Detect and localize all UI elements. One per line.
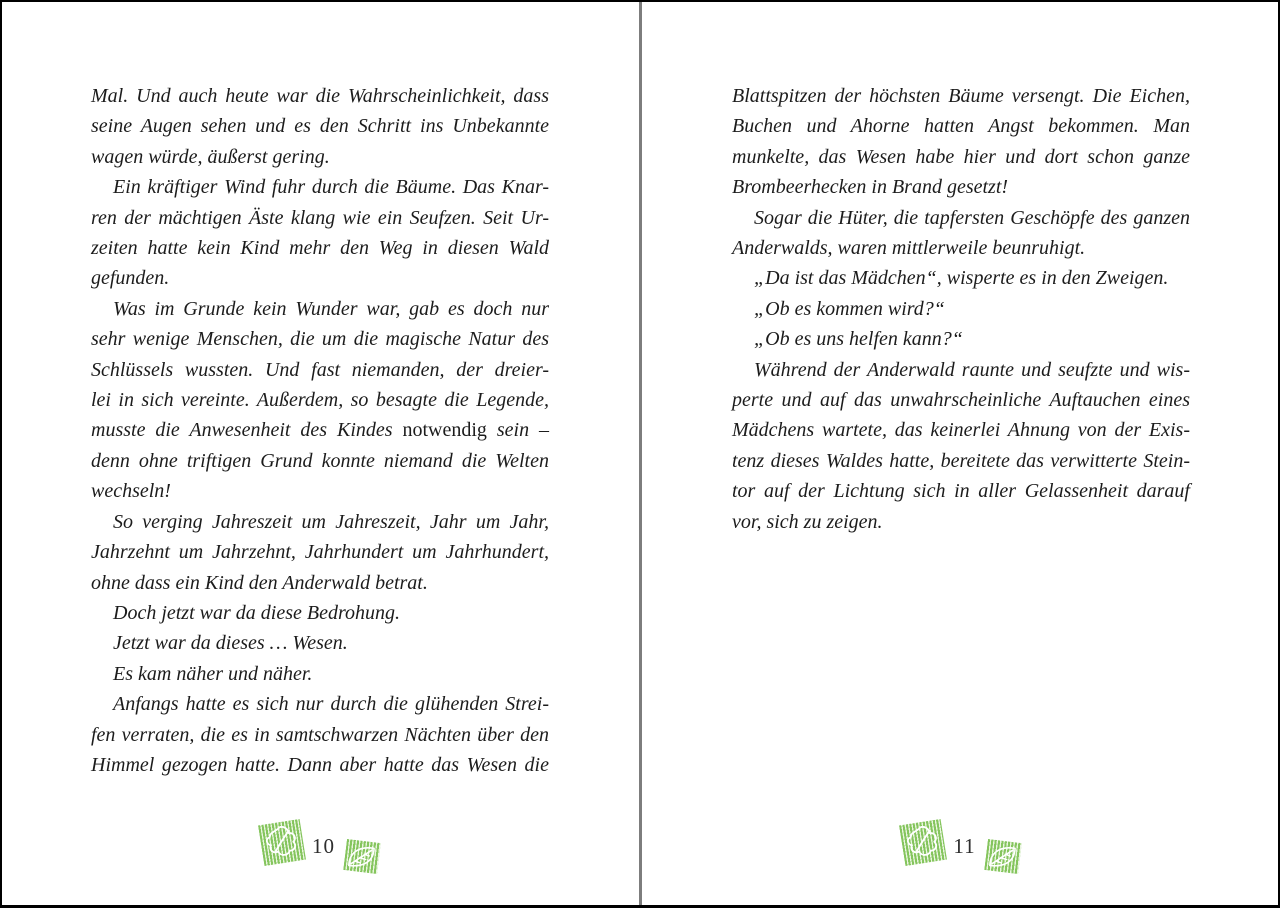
text-line: wechseln! bbox=[91, 480, 171, 503]
text-line: fen verraten, die es in samtschwarzen Nächten über den bbox=[91, 723, 549, 746]
text-line: Buchen und Ahorne hatten Angst bekommen. Man bbox=[732, 115, 1190, 138]
text-line: wagen würde, äußerst gering. bbox=[91, 145, 330, 168]
text-line: „Ob es uns helfen kann?“ bbox=[754, 328, 963, 351]
page-right-footer bbox=[732, 822, 1190, 872]
text-line: So verging Jahreszeit um Jahreszeit, Jahr um Jahr, bbox=[113, 510, 549, 533]
text-line: Doch jetzt war da diese Bedrohung. bbox=[113, 601, 401, 624]
text-line: Sogar die Hüter, die tapfersten Geschöpfe des ganzen bbox=[754, 206, 1190, 229]
text-line: zeiten hatte kein Kind mehr den Weg in diesen Wald bbox=[91, 237, 549, 260]
text-line: ren der mächtigen Äste klang wie ein Seufzen. Seit Ur- bbox=[91, 206, 549, 229]
text-line: Schlüssels wussten. Und fast niemanden, der dreier- bbox=[91, 358, 549, 381]
text-line: Mädchens wartete, das keinerlei Ahnung von der Exis- bbox=[732, 419, 1190, 442]
text-line: gefunden. bbox=[91, 267, 170, 290]
text-line: Jahrzehnt um Jahrzehnt, Jahrhundert um Jahrhundert, bbox=[91, 541, 549, 564]
text-line: Was im Grunde kein Wunder war, gab es doch nur bbox=[113, 297, 549, 320]
page-divider bbox=[639, 2, 642, 905]
leaf-stamp-icon bbox=[258, 819, 306, 866]
text-line: „Ob es kommen wird?“ bbox=[754, 297, 945, 320]
text-line: munkelte, das Wesen habe hier und dort schon ganze bbox=[732, 145, 1190, 168]
page-left-footer bbox=[91, 822, 549, 872]
text-line: Anfangs hatte es sich nur durch die glühenden Strei- bbox=[113, 693, 549, 716]
text-line: vor, sich zu zeigen. bbox=[732, 510, 883, 533]
text-line: perte und auf das unwahrscheinliche Auftauchen eines bbox=[732, 389, 1190, 412]
text-line: denn ohne triftigen Grund konnte niemand die Welten bbox=[91, 449, 549, 472]
text-line: Himmel gezogen hatte. Dann aber hatte das Wesen die bbox=[91, 753, 549, 776]
text-line: lei in sich vereinte. Außerdem, so besagte die Legende, bbox=[91, 389, 549, 412]
leaf-stamp-icon bbox=[343, 839, 381, 874]
text-line: Während der Anderwald raunte und seufzte und wis- bbox=[754, 358, 1190, 381]
text-line: „Da ist das Mädchen“, wisperte es in den Zweigen. bbox=[754, 267, 1169, 290]
text-line: Anderwalds, waren mittlerweile beunruhigt. bbox=[732, 237, 1086, 260]
text-line: ohne dass ein Kind den Anderwald betrat. bbox=[91, 571, 428, 594]
text-line: seine Augen sehen und es den Schritt ins Unbekannte bbox=[91, 115, 549, 138]
text-line: Blattspitzen der höchsten Bäume versengt. Die Eichen, bbox=[732, 85, 1190, 107]
page-right bbox=[643, 2, 1278, 905]
text-line: Ein kräftiger Wind fuhr durch die Bäume. Das Knar- bbox=[113, 176, 549, 199]
page-right-text bbox=[732, 81, 1190, 537]
text-line: Jetzt war da dieses … Wesen. bbox=[113, 632, 348, 655]
leaf-stamp-icon bbox=[984, 839, 1022, 874]
page-number: 11 bbox=[953, 834, 976, 858]
page-number: 10 bbox=[312, 834, 335, 858]
leaf-stamp-icon bbox=[899, 819, 947, 866]
text-line: Mal. Und auch heute war die Wahrscheinlichkeit, dass bbox=[91, 85, 549, 107]
text-line: Es kam näher und näher. bbox=[113, 662, 313, 685]
page-left bbox=[2, 2, 637, 905]
text-line: musste die Anwesenheit des Kindes notwendig sein – bbox=[91, 419, 550, 442]
text-line: tenz dieses Waldes hatte, bereitete das verwitterte Stein- bbox=[732, 449, 1190, 472]
page-left-text bbox=[91, 81, 549, 780]
text-line: sehr wenige Menschen, die um die magische Natur des bbox=[91, 328, 549, 351]
text-line: tor auf der Lichtung sich in aller Gelassenheit darauf bbox=[732, 480, 1190, 503]
text-line: Brombeerhecken in Brand gesetzt! bbox=[732, 176, 1009, 199]
